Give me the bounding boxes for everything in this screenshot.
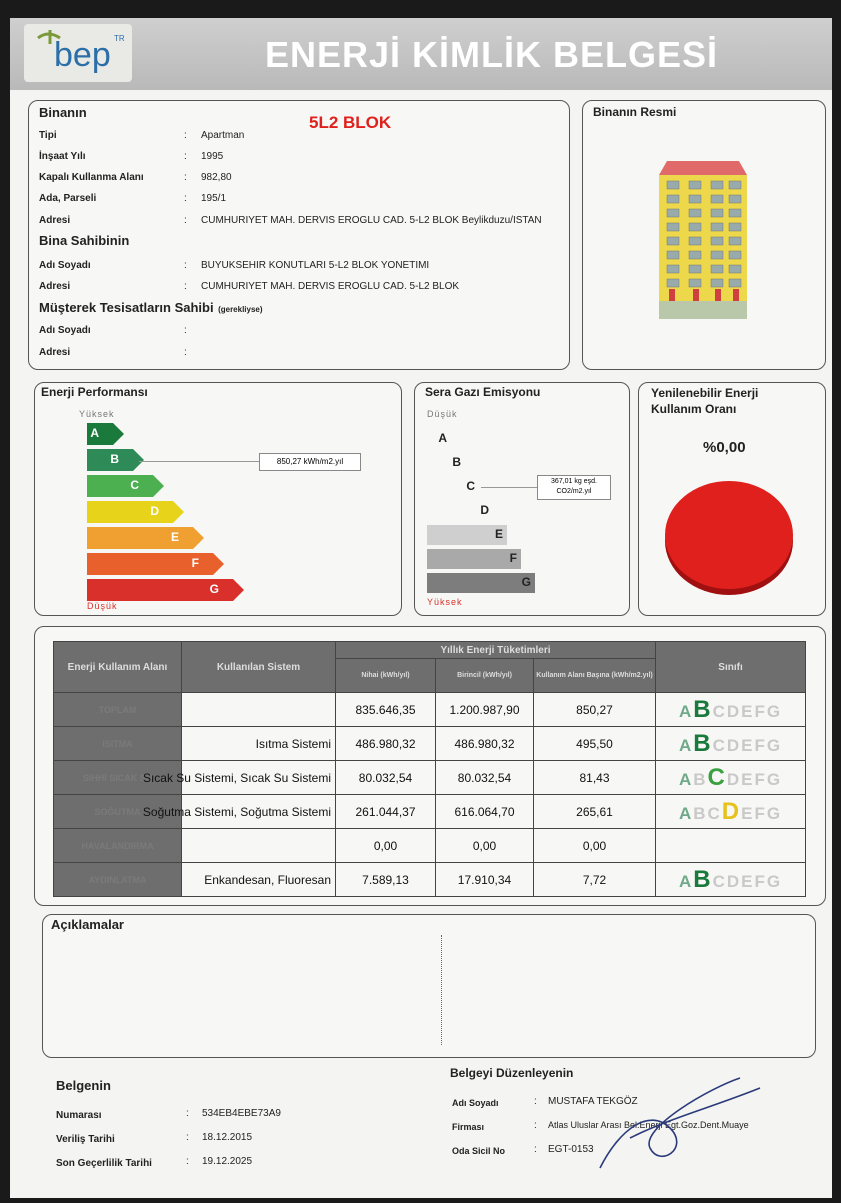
ghg-class-a: A	[438, 431, 447, 445]
header-per-m2: Kullanım Alanı Başına (kWh/m2.yıl)	[534, 659, 656, 693]
class-letter-b: B	[693, 865, 713, 893]
class-letter-c: C	[712, 701, 727, 721]
energy-bottom-label: Düşük	[87, 601, 118, 611]
row-system-cell	[182, 693, 336, 727]
class-letter-c: C	[712, 735, 727, 755]
colon: :	[184, 325, 187, 336]
picture-title: Binanın Resmi	[593, 105, 677, 119]
header-primary: Birincil (kWh/yıl)	[436, 659, 534, 693]
cert-number-value: 534EB4EBE73A9	[202, 1108, 281, 1119]
building-section-title: Binanın	[39, 105, 87, 120]
class-scale	[678, 763, 783, 791]
ghg-class-b: B	[452, 455, 461, 469]
document-title: ENERJİ KİMLİK BELGESİ	[265, 34, 719, 75]
row-area-cell: SOĞUTMA	[54, 795, 182, 829]
parcel-value: 195/1	[201, 193, 227, 204]
row-primary-cell: 80.032,54	[436, 761, 534, 795]
issuer-registry-label: Oda Sicil No	[452, 1146, 506, 1156]
energy-class-b: B	[87, 449, 133, 471]
row-system-cell: Enkandesan, Fluoresan	[182, 863, 336, 897]
colon: :	[186, 1156, 189, 1167]
row-primary-cell: 1.200.987,90	[436, 693, 534, 727]
energy-class-d: D	[87, 501, 173, 523]
row-per-m2-cell: 7,72	[534, 863, 656, 897]
notes-title: Açıklamalar	[51, 917, 124, 932]
class-letter-e: E	[741, 735, 755, 755]
table-row	[54, 829, 806, 863]
common-section	[39, 299, 263, 317]
colon: :	[184, 260, 187, 271]
year-label: İnşaat Yılı	[39, 151, 86, 162]
row-class-cell	[656, 795, 806, 829]
class-letter-g: G	[766, 769, 783, 789]
energy-title: Enerji Performansı	[41, 385, 148, 399]
header-system: Kullanılan Sistem	[182, 642, 336, 693]
owner-name-label: Adı Soyadı	[39, 260, 91, 271]
class-letter-c: C	[707, 763, 727, 791]
class-scale	[678, 865, 783, 893]
issuer-title: Belgeyi Düzenleyenin	[450, 1066, 574, 1080]
row-area-cell: SIHHİ SICAK SU	[54, 761, 182, 795]
row-area-cell: ISITMA	[54, 727, 182, 761]
row-class-cell	[656, 727, 806, 761]
class-letter-e: E	[741, 701, 755, 721]
renewable-pie-slice	[665, 481, 793, 589]
issuer-registry-value: EGT-0153	[548, 1144, 594, 1155]
common-address-label: Adresi	[39, 347, 71, 358]
energy-indicator-line	[139, 461, 259, 462]
table-row	[54, 693, 806, 727]
row-final-cell: 0,00	[336, 829, 436, 863]
colon: :	[186, 1132, 189, 1143]
energy-top-label: Yüksek	[79, 409, 115, 419]
year-value: 1995	[201, 151, 224, 162]
common-name-label: Adı Soyadı	[39, 325, 91, 336]
row-class-cell	[656, 761, 806, 795]
class-letter-c: C	[712, 871, 727, 891]
issuer-name-label: Adı Soyadı	[452, 1098, 499, 1108]
colon: :	[184, 130, 187, 141]
class-letter-a: A	[678, 769, 694, 789]
energy-indicator: 850,27 kWh/m2.yıl	[259, 453, 361, 471]
area-label: Kapalı Kullanma Alanı	[39, 172, 144, 183]
energy-class-f: F	[87, 553, 213, 575]
renewable-value: %0,00	[703, 439, 746, 456]
ghg-class-g: G	[427, 573, 535, 593]
colon: :	[534, 1144, 537, 1155]
notes-box	[42, 914, 816, 1058]
class-letter-a: A	[678, 803, 694, 823]
block-stamp: 5L2 BLOK	[309, 113, 392, 132]
renewable-box	[638, 382, 826, 616]
address-label: Adresi	[39, 215, 71, 226]
common-section-title: Müşterek Tesisatların Sahibi	[39, 300, 214, 315]
row-primary-cell: 17.910,34	[436, 863, 534, 897]
ghg-class-c: C	[466, 479, 475, 493]
class-letter-e: E	[741, 803, 755, 823]
energy-class-a: A	[87, 423, 113, 445]
cert-expiry-value: 19.12.2025	[202, 1156, 253, 1167]
class-letter-a: A	[678, 735, 694, 755]
building-info-box	[28, 100, 570, 370]
owner-address-label: Adresi	[39, 281, 71, 292]
ghg-class-f: F	[427, 549, 521, 569]
building-picture-box	[582, 100, 826, 370]
row-primary-cell: 486.980,32	[436, 727, 534, 761]
header-final: Nihai (kWh/yıl)	[336, 659, 436, 693]
colon: :	[184, 215, 187, 226]
class-letter-b: B	[693, 729, 713, 757]
common-section-note: (gerekliyse)	[218, 305, 263, 314]
address-value: CUMHURIYET MAH. DERVIS EROGLU CAD. 5-L2 BLOK Beylikduzu/ISTAN	[201, 215, 542, 226]
class-letter-a: A	[678, 701, 694, 721]
row-class-cell	[656, 863, 806, 897]
building-image	[653, 161, 753, 321]
row-area-cell: HAVALANDIRMA	[54, 829, 182, 863]
row-primary-cell: 0,00	[436, 829, 534, 863]
colon: :	[184, 347, 187, 358]
header-class: Sınıfı	[656, 642, 806, 693]
energy-class-g: G	[87, 579, 233, 601]
header-annual: Yıllık Enerji Tüketimleri	[336, 642, 656, 659]
class-scale	[678, 729, 783, 757]
renewable-pie	[663, 475, 795, 597]
colon: :	[184, 172, 187, 183]
cert-expiry-label: Son Geçerlilik Tarihi	[56, 1158, 152, 1169]
table-row	[54, 795, 806, 829]
class-letter-f: F	[754, 735, 767, 755]
class-letter-e: E	[741, 769, 755, 789]
row-final-cell: 261.044,37	[336, 795, 436, 829]
ghg-indicator-line	[481, 487, 537, 488]
row-final-cell: 835.646,35	[336, 693, 436, 727]
row-area-cell: TOPLAM	[54, 693, 182, 727]
energy-class-e: E	[87, 527, 193, 549]
renewable-title: Yenilenebilir Enerji Kullanım Oranı	[651, 386, 759, 416]
table-row	[54, 761, 806, 795]
row-per-m2-cell: 265,61	[534, 795, 656, 829]
ghg-top-label: Düşük	[427, 409, 458, 419]
class-letter-f: F	[754, 871, 767, 891]
class-letter-f: F	[754, 701, 767, 721]
certificate-page	[10, 18, 832, 1198]
bep-logo	[24, 24, 132, 82]
colon: :	[184, 281, 187, 292]
table-header-row	[54, 642, 806, 659]
logo-sup: TR	[114, 34, 125, 43]
type-label: Tipi	[39, 130, 57, 141]
owner-address-value: CUMHURIYET MAH. DERVIS EROGLU CAD. 5-L2 BLOK	[201, 281, 460, 292]
row-final-cell: 7.589,13	[336, 863, 436, 897]
energy-class-c: C	[87, 475, 153, 497]
class-letter-g: G	[766, 735, 783, 755]
header-area: Enerji Kullanım Alanı	[54, 642, 182, 693]
owner-name-value: BUYUKSEHIR KONUTLARI 5-L2 BLOK YONETIMI	[201, 260, 430, 271]
row-per-m2-cell: 81,43	[534, 761, 656, 795]
consumption-box	[34, 626, 826, 906]
row-final-cell: 80.032,54	[336, 761, 436, 795]
row-system-cell: Isıtma Sistemi	[182, 727, 336, 761]
class-letter-d: D	[726, 871, 742, 891]
cert-number-label: Numarası	[56, 1110, 102, 1121]
colon: :	[534, 1120, 537, 1131]
row-per-m2-cell: 495,50	[534, 727, 656, 761]
class-letter-d: D	[726, 735, 742, 755]
class-letter-f: F	[754, 769, 767, 789]
class-scale	[678, 797, 783, 825]
row-area-cell: AYDINLATMA	[54, 863, 182, 897]
table-body	[54, 693, 806, 897]
class-letter-g: G	[766, 803, 783, 823]
class-letter-d: D	[726, 769, 742, 789]
table-row	[54, 727, 806, 761]
row-system-cell	[182, 829, 336, 863]
class-letter-f: F	[754, 803, 767, 823]
logo-text: bep	[54, 36, 111, 74]
ghg-box	[414, 382, 630, 616]
ghg-title: Sera Gazı Emisyonu	[425, 385, 541, 399]
class-letter-d: D	[721, 797, 742, 825]
issuer-firm-value: Atlas Uluslar Arası Bel.Enerji Egt.Goz.Dent.Muaye	[548, 1120, 749, 1130]
area-value: 982,80	[201, 172, 232, 183]
class-letter-b: B	[693, 695, 713, 723]
row-class-cell	[656, 693, 806, 727]
row-system-cell: Sıcak Su Sistemi, Sıcak Su Sistemi	[182, 761, 336, 795]
class-letter-d: D	[726, 701, 742, 721]
colon: :	[186, 1108, 189, 1119]
certificate-title: Belgenin	[56, 1078, 111, 1093]
energy-performance-box	[34, 382, 402, 616]
parcel-label: Ada, Parseli	[39, 193, 97, 204]
issuer-name-value: MUSTAFA TEKGÖZ	[548, 1096, 638, 1107]
class-letter-g: G	[766, 701, 783, 721]
cert-issue-label: Veriliş Tarihi	[56, 1134, 115, 1145]
colon: :	[184, 193, 187, 204]
row-class-cell	[656, 829, 806, 863]
signature	[590, 1068, 770, 1178]
row-final-cell: 486.980,32	[336, 727, 436, 761]
class-letter-b: B	[693, 769, 708, 789]
type-value: Apartman	[201, 130, 245, 141]
class-letter-g: G	[766, 871, 783, 891]
row-primary-cell: 616.064,70	[436, 795, 534, 829]
ghg-class-e: E	[427, 525, 507, 545]
ghg-class-d: D	[480, 503, 489, 517]
row-system-cell: Soğutma Sistemi, Soğutma Sistemi	[182, 795, 336, 829]
class-scale	[678, 695, 783, 723]
class-letter-c: C	[707, 803, 722, 823]
owner-section-title: Bina Sahibinin	[39, 233, 130, 248]
colon: :	[534, 1096, 537, 1107]
consumption-table	[53, 641, 806, 897]
row-per-m2-cell: 0,00	[534, 829, 656, 863]
cert-issue-value: 18.12.2015	[202, 1132, 253, 1143]
ghg-bottom-label: Yüksek	[427, 597, 463, 607]
row-per-m2-cell: 850,27	[534, 693, 656, 727]
notes-divider	[441, 935, 443, 1045]
class-letter-a: A	[678, 871, 694, 891]
colon: :	[184, 151, 187, 162]
class-letter-b: B	[693, 803, 708, 823]
issuer-firm-label: Firması	[452, 1122, 485, 1132]
table-row	[54, 863, 806, 897]
ghg-indicator: 367,01 kg eşd. CO2/m2.yıl	[537, 475, 611, 500]
class-letter-e: E	[741, 871, 755, 891]
